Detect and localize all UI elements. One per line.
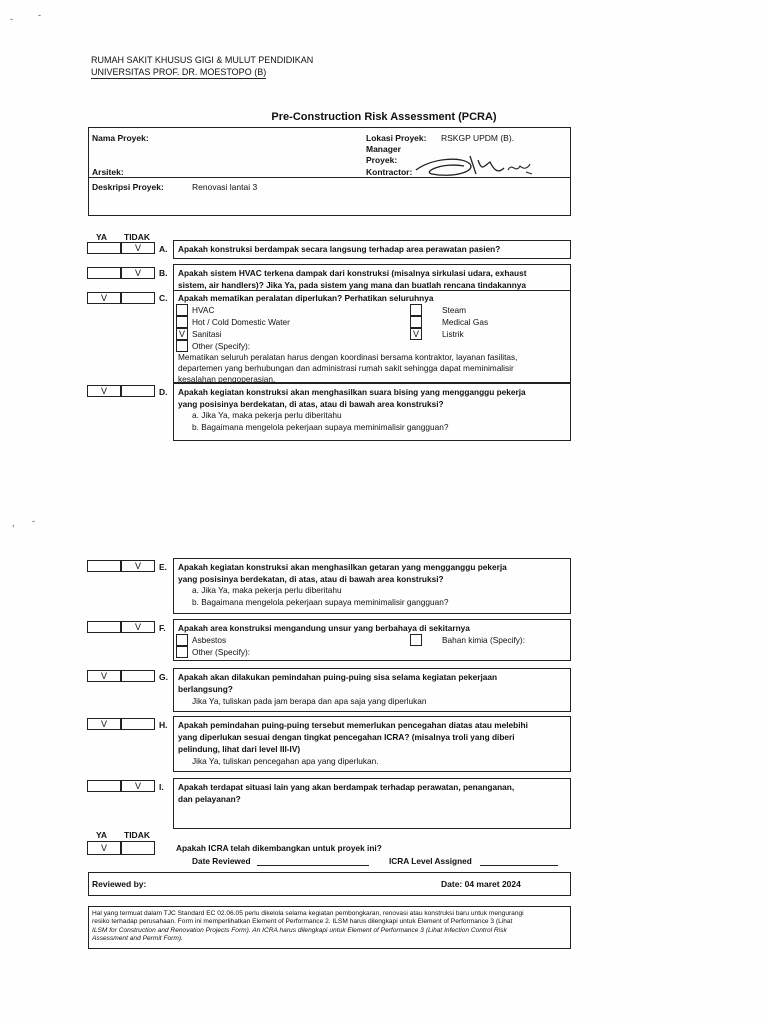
q-f-text: Apakah area konstruksi mengandung unsur yang berbahaya di sekitarnya (178, 623, 470, 633)
university-name: UNIVERSITAS PROF. DR. MOESTOPO (B) (91, 67, 267, 77)
q-g-text-1: Apakah akan dilakukan pemindahan puing-puing sisa selama kegiatan pekerjaan (178, 672, 498, 682)
q-c-gas-checkbox[interactable] (410, 316, 422, 328)
q-d-letter: D. (159, 387, 168, 397)
q-b-ya-box[interactable] (87, 267, 121, 279)
q-c-sanitasi-checkbox[interactable]: V (176, 328, 188, 340)
kontraktor-label: Kontractor: (366, 167, 413, 177)
icra-ya-heading: YA (96, 830, 108, 840)
arsitek-label: Arsitek: (92, 167, 124, 177)
date-reviewed-label: Date Reviewed (192, 856, 251, 866)
scan-mark: - (38, 10, 41, 20)
icra-level-field[interactable] (480, 865, 558, 866)
signature-icon (412, 152, 542, 182)
q-e-letter: E. (159, 562, 168, 572)
manager-label: Manager Proyek: (366, 144, 401, 165)
q-e-sub-a: a. Jika Ya, maka pekerja perlu diberitahu (192, 585, 342, 595)
q-c-listrik-label: Listrik (442, 329, 464, 339)
q-i-text-2: dan pelayanan? (178, 794, 241, 804)
q-b-text-1: Apakah sistem HVAC terkena dampak dari konstruksi (misalnya sirkulasi udara, exhaust (178, 268, 527, 278)
q-c-hotcold-label: Hot / Cold Domestic Water (192, 317, 290, 327)
q-h-text-2: yang diperlukan sesuai dengan tingkat pencegahan ICRA? (misalnya troli yang diberi (178, 732, 515, 742)
q-a-letter: A. (159, 244, 168, 254)
q-d-ya-box[interactable]: V (87, 385, 121, 397)
tidak-heading: TIDAK (124, 232, 150, 242)
review-date: Date: 04 maret 2024 (441, 879, 521, 889)
footer-line-4: Assessment and Permit Form). (92, 934, 183, 942)
q-d-text-2: yang posisinya berdekatan, di atas, atau di bawah area konstruksi? (178, 399, 444, 409)
icra-question: Apakah ICRA telah dikembangkan untuk proyek ini? (176, 843, 382, 853)
footer-line-3: ILSM for Construction and Renovation Projects Form). An ICRA harus dilengkapi untuk Element of Performance 3 (Lihat Infection Control Risk (92, 926, 507, 934)
q-c-gas-label: Medical Gas (442, 317, 489, 327)
q-c-steam-label: Steam (442, 305, 466, 315)
q-i-tidak-box[interactable]: V (121, 780, 155, 792)
deskripsi-value: Renovasi lantai 3 (192, 182, 258, 192)
q-g-ya-box[interactable]: V (87, 670, 121, 682)
footer-line-2: resiko terhadap perusahaan. Form ini memperlihatkan Element of Performance 2. ILSM harus dilengkapi untuk Element of Performance 3 (Lihat (92, 918, 513, 926)
scan-mark: - (32, 516, 35, 526)
hospital-name: RUMAH SAKIT KHUSUS GIGI & MULUT PENDIDIKAN (91, 55, 314, 65)
scan-mark: - (10, 14, 13, 24)
q-b-text-2: sistem, air handlers)? Jika Ya, pada sistem yang mana dan buatlah rencana tindakannya (178, 280, 526, 290)
q-b-tidak-box[interactable]: V (121, 267, 155, 279)
q-c-hvac-checkbox[interactable] (176, 304, 188, 316)
q-c-text: Apakah mematikan peralatan diperlukan? Perhatikan seluruhnya (178, 293, 434, 303)
deskripsi-label: Deskripsi Proyek: (92, 182, 164, 192)
icra-level-label: ICRA Level Assigned (389, 856, 472, 866)
lokasi-label: Lokasi Proyek: (366, 133, 427, 143)
q-c-steam-checkbox[interactable] (410, 304, 422, 316)
q-g-text-2: berlangsung? (178, 684, 233, 694)
reviewed-by-label: Reviewed by: (92, 879, 147, 889)
q-a-tidak-box[interactable]: V (121, 242, 155, 254)
q-c-ya-box[interactable]: V (87, 292, 121, 304)
q-c-note-1: Mematikan seluruh peralatan harus dengan koordinasi bersama kontraktor, layanan fasilitas, (178, 352, 518, 362)
q-c-other-checkbox[interactable] (176, 340, 188, 352)
scan-mark: , (12, 518, 15, 528)
q-e-text-2: yang posisinya berdekatan, di atas, atau di bawah area konstruksi? (178, 574, 444, 584)
q-c-sanitasi-label: Sanitasi (192, 329, 222, 339)
icra-tidak-heading: TIDAK (124, 830, 150, 840)
q-e-sub-b: b. Bagaimana mengelola pekerjaan supaya meminimalisir gangguan? (192, 597, 449, 607)
q-h-ya-box[interactable]: V (87, 718, 121, 730)
q-h-letter: H. (159, 720, 168, 730)
q-d-sub-b: b. Bagaimana mengelola pekerjaan supaya meminimalisir gangguan? (192, 422, 449, 432)
ya-heading: YA (96, 232, 108, 242)
q-b-letter: B. (159, 268, 168, 278)
q-c-hvac-label: HVAC (192, 305, 215, 315)
q-a-ya-box[interactable] (87, 242, 121, 254)
q-f-asbestos-checkbox[interactable] (176, 634, 188, 646)
footer-line-1: Hal yang termuat dalam TJC Standard EC 02.06.05 perlu dikelola selama kegiatan pembongkaran, renovasi atau konstruksi baru untuk mengurangi (92, 910, 524, 917)
q-f-kimia-checkbox[interactable] (410, 634, 422, 646)
icra-ya-box[interactable]: V (87, 841, 121, 855)
q-f-letter: F. (159, 623, 166, 633)
nama-proyek-label: Nama Proyek: (92, 133, 149, 143)
q-e-text-1: Apakah kegiatan konstruksi akan menghasilkan getaran yang mengganggu pekerja (178, 562, 507, 572)
q-h-tidak-box[interactable] (121, 718, 155, 730)
q-c-note-3: kesalahan pengoperasian. (178, 374, 276, 384)
q-d-text-1: Apakah kegiatan konstruksi akan menghasilkan suara bising yang mengganggu pekerja (178, 387, 526, 397)
q-e-tidak-box[interactable]: V (121, 560, 155, 572)
q-d-tidak-box[interactable] (121, 385, 155, 397)
q-f-ya-box[interactable] (87, 621, 121, 633)
q-h-sub: Jika Ya, tuliskan pencegahan apa yang diperlukan. (192, 756, 379, 766)
q-f-other-checkbox[interactable] (176, 646, 188, 658)
q-i-ya-box[interactable] (87, 780, 121, 792)
date-reviewed-field[interactable] (257, 865, 369, 866)
q-h-text-3: pelindung, lihat dari level III-IV) (178, 744, 301, 754)
footer-note (92, 910, 568, 943)
q-g-letter: G. (159, 672, 168, 682)
q-c-note-2: departemen yang berhubungan dan administrasi rumah sakit sehingga dapat meminimalisir (178, 363, 514, 373)
q-c-tidak-box[interactable] (121, 292, 155, 304)
q-a-text: Apakah konstruksi berdampak secara langsung terhadap area perawatan pasien? (178, 244, 501, 254)
q-c-letter: C. (159, 293, 168, 303)
q-g-sub: Jika Ya, tuliskan pada jam berapa dan apa saja yang diperlukan (192, 696, 427, 706)
q-f-other-label: Other (Specify): (192, 647, 251, 657)
lokasi-value: RSKGP UPDM (B). (441, 133, 515, 143)
q-c-other-label: Other (Specify): (192, 341, 251, 351)
q-f-kimia-label: Bahan kimia (Specify): (442, 635, 526, 645)
q-f-tidak-box[interactable]: V (121, 621, 155, 633)
icra-tidak-box[interactable] (121, 841, 155, 855)
q-h-text-1: Apakah pemindahan puing-puing tersebut memerlukan pencegahan diatas atau melebihi (178, 720, 528, 730)
q-e-ya-box[interactable] (87, 560, 121, 572)
page-title: Pre-Construction Risk Assessment (PCRA) (271, 111, 497, 123)
q-i-letter: I. (159, 782, 164, 792)
q-c-listrik-checkbox[interactable]: V (410, 328, 422, 340)
q-f-asbestos-label: Asbestos (192, 635, 227, 645)
q-i-text-1: Apakah terdapat situasi lain yang akan berdampak terhadap perawatan, penanganan, (178, 782, 515, 792)
q-d-sub-a: a. Jika Ya, maka pekerja perlu diberitahu (192, 410, 342, 420)
q-g-tidak-box[interactable] (121, 670, 155, 682)
q-c-hotcold-checkbox[interactable] (176, 316, 188, 328)
